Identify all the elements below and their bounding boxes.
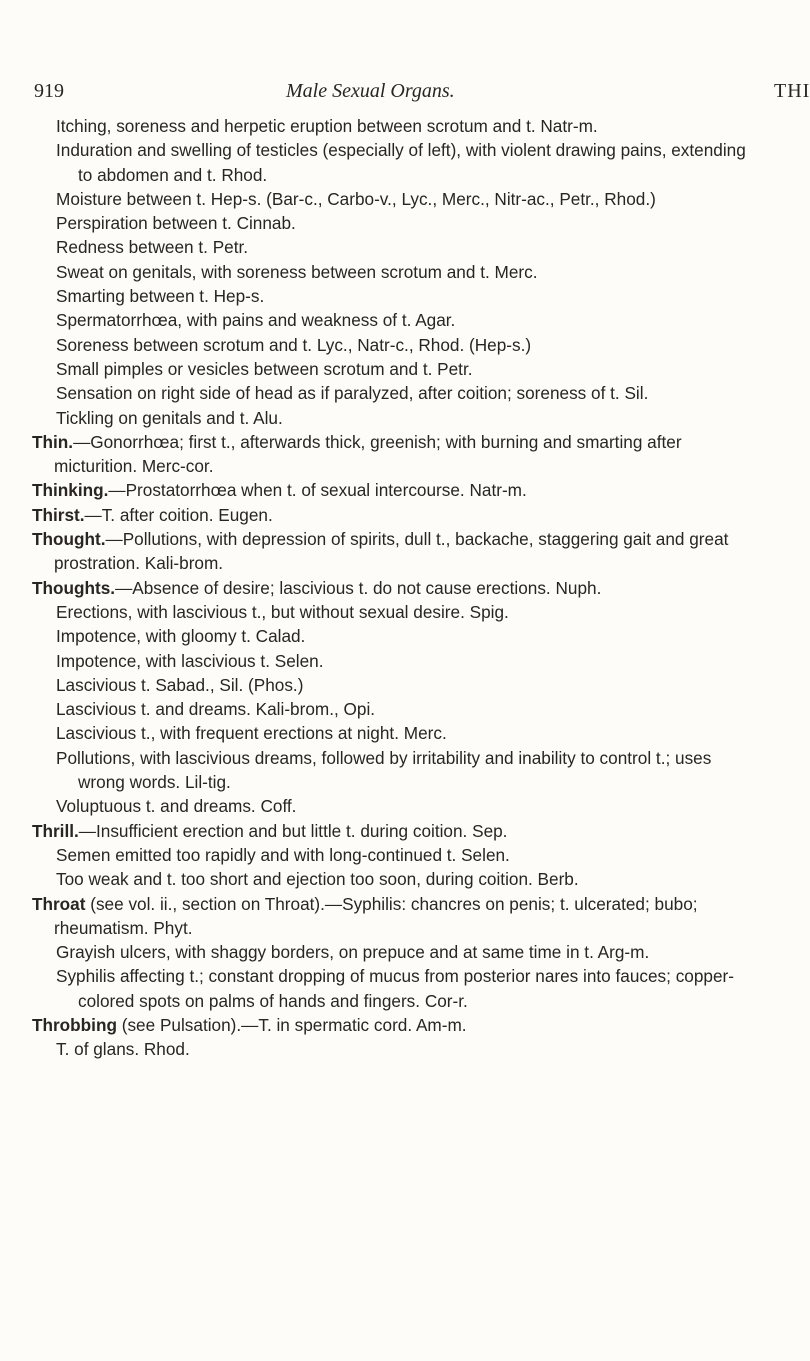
entry-text: Too weak and t. too short and ejection too soon, during coition. Berb. [56,869,579,890]
sub-entry [56,260,750,284]
entry-text: —Insufficient erection and but little t. during coition. Sep. [78,820,508,841]
sub-entry [56,867,750,891]
entry-text: Erections, with lascivious t., but without sexual desire. Spig. [56,601,509,622]
sub-entry [56,721,750,745]
entry-text: (see Pulsation).—T. in spermatic cord. Am-m. [116,1014,467,1035]
sub-entry [56,843,750,867]
rubric-entry [32,430,750,479]
entry-text: Syphilis affecting t.; constant dropping of mucus from posterior nares into fauces; copper-colored spots on palms of hands and fingers. Cor-r. [56,966,734,1011]
entry-text: Lascivious t. and dreams. Kali-brom., Opi. [56,699,376,720]
entry-text: Voluptuous t. and dreams. Coff. [56,796,297,817]
entry-text: Semen emitted too rapidly and with long-continued t. Selen. [56,844,510,865]
entry-text: —Absence of desire; lascivious t. do not cause erections. Nuph. [115,577,602,598]
entry-text: Pollutions, with lascivious dreams, followed by irritability and inability to control t.; uses wrong words. Lil-tig. [56,747,712,793]
rubric-entry [32,892,750,941]
entry-text: Impotence, with lascivious t. Selen. [56,650,324,671]
rubric-entry [32,527,750,576]
sub-entry [56,940,750,964]
sub-entry [56,624,750,648]
sub-entry [56,794,750,818]
sub-entry [56,357,750,381]
running-header [34,80,810,110]
page-number: 919 [34,80,64,102]
rubric-heading: Throat [32,893,86,914]
sub-entry [56,406,750,430]
sub-entry [56,138,750,187]
rubric-heading: Thoughts. [32,577,116,598]
rubric-heading: Thin. [32,431,74,452]
entry-text: Small pimples or vesicles between scrotum and t. Petr. [56,358,473,379]
entry-text: (see vol. ii., section on Throat).—Syphilis: chancres on penis; t. ulcerated; bubo; rheumatism. Phyt. [54,893,698,938]
rubric-entry [32,1013,750,1037]
sub-entry [56,673,750,697]
rubric-entry [32,503,750,527]
entry-text: Smarting between t. Hep-s. [56,286,265,307]
sub-entry [56,211,750,235]
entry-text: Grayish ulcers, with shaggy borders, on prepuce and at same time in t. Arg-m. [56,942,650,963]
entry-text: Spermatorrhœa, with pains and weakness of t. Agar. [56,310,456,331]
rubric-entry [32,576,750,600]
entry-text: Lascivious t. Sabad., Sil. (Phos.) [56,674,304,695]
sub-entry [56,381,750,405]
entry-text: —Pollutions, with depression of spirits, dull t., backache, staggering gait and great prostration. Kali-brom. [54,529,729,574]
entry-text: Sweat on genitals, with soreness between scrotum and t. Merc. [56,261,538,282]
sub-entry [56,333,750,357]
sub-entry [56,697,750,721]
sub-entry [56,964,750,1013]
entry-text: Lascivious t., with frequent erections at night. Merc. [56,723,447,744]
sub-entry [56,600,750,624]
entry-text: Moisture between t. Hep-s. (Bar-c., Carbo-v., Lyc., Merc., Nitr-ac., Petr., Rhod.) [56,188,656,209]
rubric-entry [32,478,750,502]
sub-entry [56,308,750,332]
entry-text: Perspiration between t. Cinnab. [56,213,296,234]
repertory-entries [32,114,750,1062]
sub-entry [56,649,750,673]
entry-text: Impotence, with gloomy t. Calad. [56,626,306,647]
entry-text: Soreness between scrotum and t. Lyc., Natr-c., Rhod. (Hep-s.) [56,334,532,355]
sub-entry [56,1037,750,1061]
entry-text: Itching, soreness and herpetic eruption between scrotum and t. Natr-m. [56,116,598,136]
entry-text: Redness between t. Petr. [56,237,249,258]
entry-text: T. of glans. Rhod. [56,1039,190,1060]
entry-text: Tickling on genitals and t. Alu. [56,407,283,428]
sub-entry [56,235,750,259]
rubric-entry [32,819,750,843]
guide-word: THI [774,80,810,102]
entry-text: Induration and swelling of testicles (especially of left), with violent drawing pains, extending to abdomen and t. Rhod. [56,140,746,185]
entry-text: Sensation on right side of head as if paralyzed, after coition; soreness of t. Sil. [56,383,649,404]
entry-text: —Prostatorrhœa when t. of sexual intercourse. Natr-m. [108,480,527,501]
sub-entry [56,187,750,211]
sub-entry [56,114,750,138]
running-title: Male Sexual Organs. [286,80,455,102]
entry-text: —T. after coition. Eugen. [84,504,273,525]
rubric-heading: Thrill. [32,820,79,841]
rubric-heading: Thought. [32,529,106,550]
sub-entry [56,746,750,795]
sub-entry [56,284,750,308]
rubric-heading: Throbbing [32,1014,117,1035]
entry-text: —Gonorrhœa; first t., afterwards thick, greenish; with burning and smarting after micturition. Merc-cor. [54,431,682,477]
rubric-heading: Thinking. [32,480,109,501]
rubric-heading: Thirst. [32,504,85,525]
